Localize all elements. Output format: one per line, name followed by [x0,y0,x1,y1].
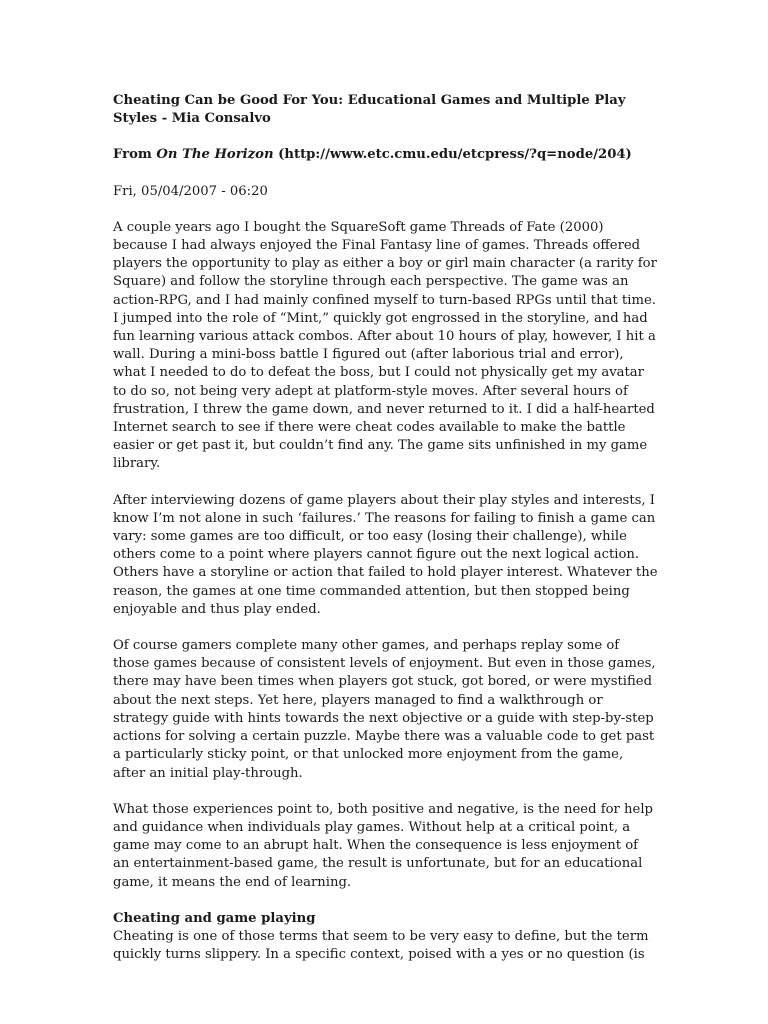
paragraph-3: Of course gamers complete many other games, and perhaps replay some of those games because of consistent levels of enjoyment. But even in those games, there may have been times when players got stuck, got bored, or were mystified about the next steps. Yet here, players managed to find a walkthrough or strategy guide with hints towards the next objective or a guide with step-by-step actions for solving a certain puzzle. Maybe there was a valuable code to get past a particularly sticky point, or that unlocked more enjoyment from the game, after an initial play-through. [113,638,656,781]
paragraph-2: After interviewing dozens of game players about their play styles and interests, I know I’m not alone in such ‘failures.’ The reasons for failing to finish a game can vary: some games are too difficult, or too easy (losing their challenge), while others come to a point where players cannot figure out the next logical action. Others have a storyline or action that failed to hold player interest. Whatever the reason, the games at one time commanded attention, but then stopped being enjoyable and thus play ended. [113,492,658,617]
document-page [113,92,658,982]
section-heading: Cheating and game playing [113,910,316,926]
paragraph-1: A couple years ago I bought the SquareSoft game Threads of Fate (2000) because I had always enjoyed the Final Fantasy line of games. Threads offered players the opportunity to play as either a boy or girl main character (a rarity for Square) and follow the storyline through each perspective. The game was an action-RPG, and I had mainly confined myself to turn-based RPGs until that time. I jumped into the role of “Mint,” quickly got engrossed in the storyline, and had fun learning various attack combos. After about 10 hours of play, however, I hit a wall. During a mini-boss battle I figured out (after laborious trial and error), what I needed to do to defeat the boss, but I could not physically get my avatar to do so, not being very adept at platform-style moves. After several hours of frustration, I threw the game down, and never returned to it. I did a half-hearted Internet search to see if there were cheat codes available to make the battle easier or get past it, but couldn’t find any. The game sits unfinished in my game library. [113,219,657,472]
source-url: (http://www.etc.cmu.edu/etcpress/?q=node/204) [273,147,632,163]
post-date: Fri, 05/04/2007 - 06:20 [113,183,268,199]
source-line [113,146,658,164]
document-title: Cheating Can be Good For You: Educational Games and Multiple Play Styles - Mia Consalvo [113,93,626,127]
section-paragraph: Cheating is one of those terms that seem to be very easy to define, but the term quickly turns slippery. In a specific context, poised with a yes or no question (is [113,928,649,963]
source-name: On The Horizon [156,147,274,163]
source-prefix: From [113,147,157,163]
paragraph-4: What those experiences point to, both positive and negative, is the need for help and guidance when individuals play games. Without help at a critical point, a game may come to an abrupt halt. When the consequence is less enjoyment of an entertainment-based game, the result is unfortunate, but for an educational game, it means the end of learning. [113,801,653,890]
